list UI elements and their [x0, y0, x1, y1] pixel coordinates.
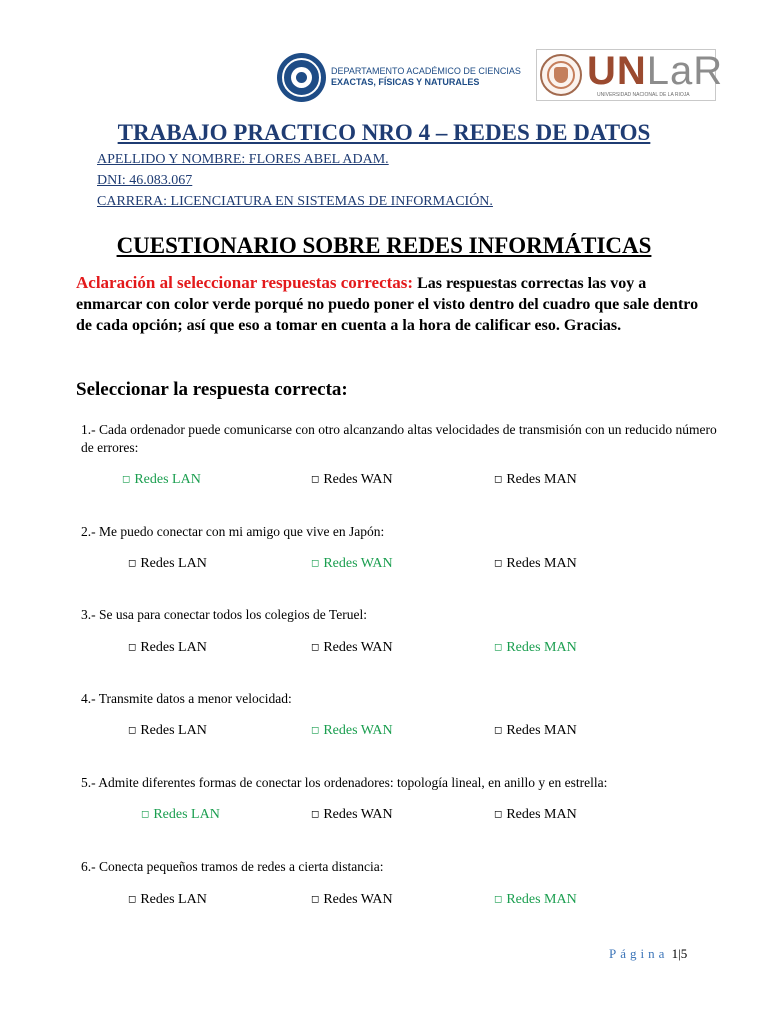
checkbox-icon[interactable]: ◻	[311, 809, 320, 820]
option-label: Redes LAN	[140, 640, 207, 655]
checkbox-icon[interactable]: ◻	[128, 894, 137, 905]
option-redes-man[interactable]	[494, 472, 577, 488]
checkbox-icon[interactable]: ◻	[311, 558, 320, 569]
page-number	[609, 946, 687, 962]
option-redes-lan[interactable]	[128, 723, 207, 739]
checkbox-icon[interactable]: ◻	[494, 474, 503, 485]
checkbox-icon[interactable]: ◻	[141, 809, 150, 820]
university-logo-wordmark: UNLaR	[587, 49, 724, 93]
option-redes-man[interactable]	[494, 892, 577, 908]
document-title: TRABAJO PRACTICO NRO 4 – REDES DE DATOS	[117, 120, 651, 145]
option-redes-wan[interactable]	[311, 556, 393, 572]
option-redes-lan[interactable]	[128, 640, 207, 656]
university-logo-subtitle: UNIVERSIDAD NACIONAL DE LA RIOJA	[597, 92, 690, 98]
department-seal-logo	[277, 53, 326, 102]
checkbox-icon[interactable]: ◻	[311, 642, 320, 653]
option-label: Redes MAN	[506, 472, 577, 487]
option-redes-lan[interactable]	[122, 472, 201, 488]
option-label: Redes LAN	[134, 472, 201, 487]
option-label: Redes MAN	[506, 723, 577, 738]
question-text: 5.- Admite diferentes formas de conectar los ordenadores: topología lineal, en anillo y en estrella:	[81, 775, 608, 790]
option-redes-lan[interactable]	[128, 892, 207, 908]
checkbox-icon[interactable]: ◻	[494, 809, 503, 820]
page-current: 1	[671, 946, 679, 961]
option-label: Redes MAN	[506, 807, 577, 822]
student-career: CARRERA: LICENCIATURA EN SISTEMAS DE INFORMACIÓN.	[97, 194, 493, 209]
option-label: Redes WAN	[323, 556, 393, 571]
question-text: 6.- Conecta pequeños tramos de redes a cierta distancia:	[81, 859, 384, 874]
department-line1: DEPARTAMENTO ACADÉMICO DE CIENCIAS	[331, 66, 521, 76]
question-text: 3.- Se usa para conectar todos los colegios de Teruel:	[81, 607, 367, 622]
option-redes-man[interactable]	[494, 723, 577, 739]
question-text: 1.- Cada ordenador puede comunicarse con otro alcanzando altas velocidades de transmisión con un reducido número de errores:	[81, 422, 717, 455]
option-label: Redes WAN	[323, 723, 393, 738]
option-label: Redes WAN	[323, 807, 393, 822]
option-label: Redes WAN	[323, 892, 393, 907]
option-label: Redes WAN	[323, 640, 393, 655]
checkbox-icon[interactable]: ◻	[494, 642, 503, 653]
clarification-body: Las respuestas correctas las voy a enmarcar con color verde porqué no puedo poner el visto dentro del cuadro que sale dentro de cada opción; así que eso a tomar en cuenta a la hora de calificar eso. Gracias.	[76, 275, 699, 334]
checkbox-icon[interactable]: ◻	[128, 642, 137, 653]
page-separator: |	[678, 946, 681, 961]
checkbox-icon[interactable]: ◻	[494, 894, 503, 905]
option-redes-wan[interactable]	[311, 723, 393, 739]
questionnaire-title: CUESTIONARIO SOBRE REDES INFORMÁTICAS	[116, 233, 652, 258]
clarification-lead: Aclaración al seleccionar respuestas correctas:	[76, 273, 414, 292]
checkbox-icon[interactable]: ◻	[311, 474, 320, 485]
option-redes-man[interactable]	[494, 556, 577, 572]
option-label: Redes MAN	[506, 640, 577, 655]
option-label: Redes MAN	[506, 556, 577, 571]
student-name: APELLIDO Y NOMBRE: FLORES ABEL ADAM.	[97, 152, 389, 167]
header-logos	[274, 46, 724, 102]
checkbox-icon[interactable]: ◻	[128, 558, 137, 569]
option-redes-man[interactable]	[494, 807, 577, 823]
page-total: 5	[680, 946, 688, 961]
option-redes-man[interactable]	[494, 640, 577, 656]
option-redes-wan[interactable]	[311, 472, 393, 488]
department-name	[331, 66, 521, 88]
checkbox-icon[interactable]: ◻	[494, 558, 503, 569]
option-redes-wan[interactable]	[311, 892, 393, 908]
clarification-note	[76, 272, 716, 336]
university-seal-icon	[540, 54, 582, 96]
checkbox-icon[interactable]: ◻	[122, 474, 131, 485]
option-label: Redes WAN	[323, 472, 393, 487]
option-label: Redes LAN	[140, 892, 207, 907]
option-label: Redes LAN	[140, 723, 207, 738]
student-dni: DNI: 46.083.067	[97, 173, 193, 188]
option-label: Redes MAN	[506, 892, 577, 907]
checkbox-icon[interactable]: ◻	[494, 725, 503, 736]
option-label: Redes LAN	[140, 556, 207, 571]
option-redes-wan[interactable]	[311, 807, 393, 823]
checkbox-icon[interactable]: ◻	[311, 894, 320, 905]
option-redes-wan[interactable]	[311, 640, 393, 656]
university-logo	[536, 49, 724, 101]
department-line2: EXACTAS, FÍSICAS Y NATURALES	[331, 77, 480, 87]
checkbox-icon[interactable]: ◻	[128, 725, 137, 736]
option-redes-lan[interactable]	[128, 556, 207, 572]
option-redes-lan[interactable]	[141, 807, 220, 823]
question-text: 2.- Me puedo conectar con mi amigo que vive en Japón:	[81, 524, 385, 539]
page-word: Página	[609, 946, 669, 961]
checkbox-icon[interactable]: ◻	[311, 725, 320, 736]
option-label: Redes LAN	[153, 807, 220, 822]
question-text: 4.- Transmite datos a menor velocidad:	[81, 691, 292, 706]
section-heading: Seleccionar la respuesta correcta:	[76, 379, 348, 400]
